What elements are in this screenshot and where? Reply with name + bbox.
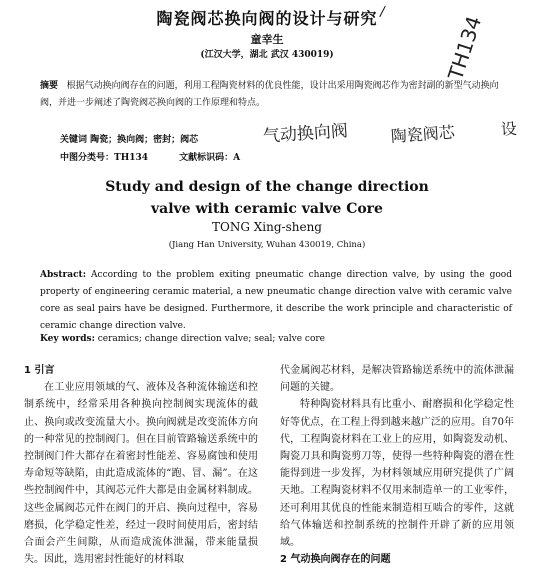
handwritten-mark: / [378, 3, 387, 21]
continued-paragraph: 代金属阀芯材料，是解决管路输送系统中的流体泄漏问题的关键。 [280, 365, 514, 394]
chinese-abstract-text: 根据气动换向阀存在的问题，利用工程陶瓷材料的优良性能，设计出采用陶瓷阀芯作为密封副的新型气动换向阀，并进一步阐述了陶瓷阀芯换向阀的工作原理和特点。 [40, 81, 499, 108]
chinese-title: 陶瓷阀芯换向阀的设计与研究 [156, 9, 378, 28]
chinese-author: 童幸生 [250, 33, 284, 46]
body-right-column [280, 362, 514, 568]
english-abstract-label: Abstract: [40, 270, 87, 280]
english-abstract-text: According to the problem exiting pneumatic change direction valve, by using the good property of engineering ceramic material, a new pneumatic change direction valve with ceramic valve core as seal pairs have be designed. Furthermore, it describe the work principle and characteristic of ceramic change direction valve. [40, 270, 512, 331]
handwritten-keyword-1: 气动换向阀 [262, 121, 349, 147]
english-keywords-label: Key words: [40, 334, 95, 344]
english-keywords-text: ceramics; change direction valve; seal; valve core [97, 334, 325, 344]
english-title-line-1: Study and design of the change direction [105, 179, 429, 195]
english-abstract [40, 267, 512, 335]
english-title-line-2: valve with ceramic valve Core [151, 201, 383, 217]
english-title [0, 176, 534, 220]
english-keywords [40, 334, 325, 344]
introduction-paragraph: 在工业应用领域的气、液体及各种流体输送和控制系统中，经常采用各种换向控制阀实现流体的截止、换向或改变流量大小。换向阀就是改变流体方向的一种常见的控制阀门。但在目前管路输送系统中的控制阀门件大都存在着密封性能差、容易腐蚀和使用寿命短等缺陷，由此造成流体的“跑、冒、漏”。在这些控制阀件中，其阀芯元件大都是由金属材料制成。这些金属阀芯元件在阀门的开启、换向过程中，容易磨损，化学稳定性差，经过一段时间使用后，密封结合面会产生间隙，从而造成流体泄漏，带来能量损失。因此，选用密封性能好的材料取 [24, 382, 258, 566]
section-2-heading: 2 气动换向阀存在的问题 [280, 554, 391, 566]
chinese-abstract-label: 摘要 [40, 81, 59, 91]
ceramic-paragraph: 特种陶瓷材料具有比重小、耐磨损和化学稳定性好等优点，在工程上得到越来越广泛的应用。自70年代，工程陶瓷材料在工业上的应用，如陶瓷发动机、陶瓷刀具和陶瓷剪刀等，使得一些特种陶瓷的潜在性能得到进一步发挥，为材料领域应用研究提供了广阔天地。工程陶瓷材料不仅用来制造单一的工业零件，还可利用其优良的性能来制造相互啮合的零件，这就给气体输送和控制系统的控制件开辟了新的应用领域。 [280, 399, 514, 549]
chinese-keywords: 关键词 陶瓷；换向阀；密封；阀芯 [60, 135, 199, 145]
document-code: 文献标识码：A [179, 153, 241, 163]
chinese-abstract [40, 78, 512, 112]
handwritten-keyword-3: 设 [500, 118, 518, 139]
class-number: 中图分类号：TH134 [60, 153, 148, 163]
english-author: TONG Xing-sheng [212, 220, 322, 234]
body-left-column [24, 362, 258, 568]
handwritten-keyword-2: 陶瓷阀芯 [390, 122, 456, 146]
section-1-heading: 1 引言 [24, 365, 55, 376]
chinese-classification [60, 150, 240, 163]
handwritten-class-note: TH134 [443, 13, 487, 83]
chinese-affiliation: (江汉大学，湖北 武汉 430019) [200, 50, 334, 60]
english-affiliation: (Jiang Han University, Wuhan 430019, China) [168, 240, 366, 250]
